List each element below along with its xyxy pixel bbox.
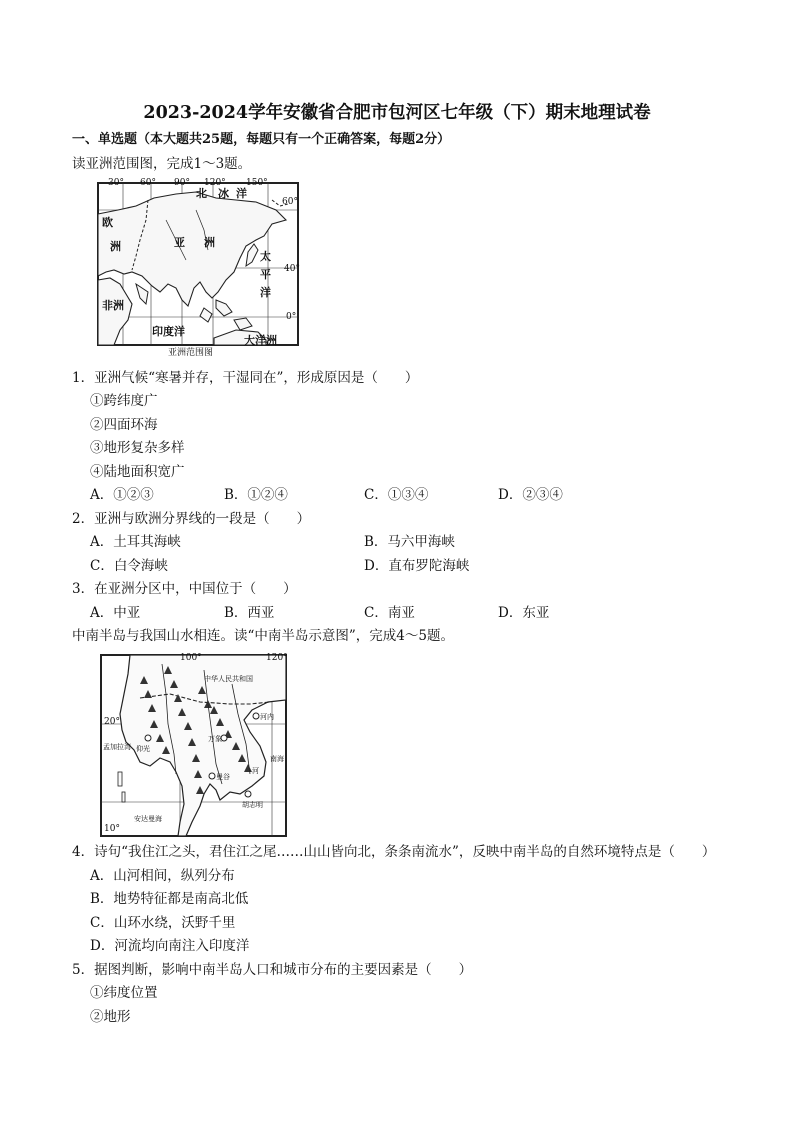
q1-option-c[interactable]: C．①③④ xyxy=(364,487,429,503)
q2-stem: 2．亚洲与欧洲分界线的一段是（ ） xyxy=(72,511,311,527)
lon-label-150: 150° xyxy=(246,178,268,188)
intro-text-2: 中南半岛与我国山水相连。读“中南半岛示意图”，完成4～5题。 xyxy=(72,628,454,644)
lon-label-30: 30° xyxy=(108,178,124,188)
q4-option-b[interactable]: B．地势特征都是南高北低 xyxy=(90,891,249,907)
pacific-label-1: 太 xyxy=(260,250,271,263)
q3-option-b[interactable]: B．西亚 xyxy=(224,605,275,621)
europe-label-1: 欧 xyxy=(102,216,113,229)
map-caption: 亚洲范围图 xyxy=(168,348,214,358)
q5-item-1: ①纬度位置 xyxy=(90,985,158,1001)
yangon-label: 仰光 xyxy=(136,745,150,753)
lat-label-20: 20° xyxy=(104,717,120,727)
q2-option-b[interactable]: B．马六甲海峡 xyxy=(364,534,455,550)
q2-option-d[interactable]: D．直布罗陀海峡 xyxy=(364,558,470,574)
south-sea-label: 南海 xyxy=(270,755,284,763)
q4-stem: 4．诗句“我住江之头，君住江之尾……山山皆向北，条条南流水”，反映中南半岛的自然环境特点是（ ） xyxy=(72,844,716,860)
lat-label-10: 10° xyxy=(104,824,120,834)
q1-stem: 1．亚洲气候“寒暑并存，干湿同在”，形成原因是（ ） xyxy=(72,370,419,386)
lon-label-120: 120° xyxy=(204,178,226,188)
hochiminh-label: 胡志明 xyxy=(242,801,263,809)
q3-option-a[interactable]: A．中亚 xyxy=(90,605,141,621)
pacific-label-3: 洋 xyxy=(260,286,271,299)
q4-option-c[interactable]: C．山环水绕，沃野千里 xyxy=(90,915,236,931)
lon-label-120: 120° xyxy=(266,653,288,663)
lat-label-40: 40° xyxy=(284,264,300,274)
asia-map xyxy=(96,180,302,360)
lon-label-60: 60° xyxy=(140,178,156,188)
q1-option-a[interactable]: A．①②③ xyxy=(90,487,154,503)
indian-ocean-label: 印度洋 xyxy=(152,325,185,338)
q3-option-d[interactable]: D．东亚 xyxy=(498,605,550,621)
pacific-label-2: 平 xyxy=(260,268,271,281)
q1-option-b[interactable]: B．①②④ xyxy=(224,487,288,503)
indochina-map xyxy=(100,654,288,838)
section-heading: 一、单选题（本大题共25题，每题只有一个正确答案，每题2分） xyxy=(72,132,451,147)
q4-option-d[interactable]: D．河流均向南注入印度洋 xyxy=(90,938,250,954)
lat-label-60: 60° xyxy=(282,197,298,207)
lat-label-0: 0° xyxy=(286,312,297,322)
q5-item-2: ②地形 xyxy=(90,1009,131,1025)
china-label: 中华人民共和国 xyxy=(204,675,253,683)
q1-item-4: ④陆地面积宽广 xyxy=(90,464,185,480)
q1-item-2: ②四面环海 xyxy=(90,417,158,433)
africa-label: 非洲 xyxy=(102,299,124,312)
asia-label-1: 亚 xyxy=(174,236,185,249)
intro-text-1: 读亚洲范围图，完成1～3题。 xyxy=(72,156,252,172)
q4-option-a[interactable]: A．山河相间，纵列分布 xyxy=(90,868,235,884)
bay-of-bengal-label: 孟加拉湾 xyxy=(103,743,131,751)
river-label: 河 xyxy=(252,767,259,775)
asia-label-2: 洲 xyxy=(204,236,215,249)
vientiane-label: 万象 xyxy=(208,735,222,743)
q3-option-c[interactable]: C．南亚 xyxy=(364,605,415,621)
hanoi-label: 河内 xyxy=(260,713,274,721)
q2-option-a[interactable]: A．土耳其海峡 xyxy=(90,534,181,550)
q2-option-c[interactable]: C．白令海峡 xyxy=(90,558,168,574)
page-title: 2023-2024学年安徽省合肥市包河区七年级（下）期末地理试卷 xyxy=(143,103,651,123)
q5-stem: 5．据图判断，影响中南半岛人口和城市分布的主要因素是（ ） xyxy=(72,962,473,978)
lon-label-100: 100° xyxy=(180,653,202,663)
europe-label-2: 洲 xyxy=(110,240,121,253)
q1-option-d[interactable]: D．②③④ xyxy=(498,487,563,503)
lon-label-90: 90° xyxy=(174,178,190,188)
arctic-label-3: 洋 xyxy=(236,187,247,200)
arctic-label-1: 北 xyxy=(196,187,207,200)
q3-stem: 3．在亚洲分区中，中国位于（ ） xyxy=(72,581,297,597)
bangkok-label: 曼谷 xyxy=(216,773,230,781)
andaman-sea-label: 安达曼海 xyxy=(134,815,162,823)
q1-item-3: ③地形复杂多样 xyxy=(90,440,185,456)
oceania-label: 大洋洲 xyxy=(244,334,277,347)
arctic-label-2: 冰 xyxy=(218,187,229,200)
q1-item-1: ①跨纬度广 xyxy=(90,393,158,409)
